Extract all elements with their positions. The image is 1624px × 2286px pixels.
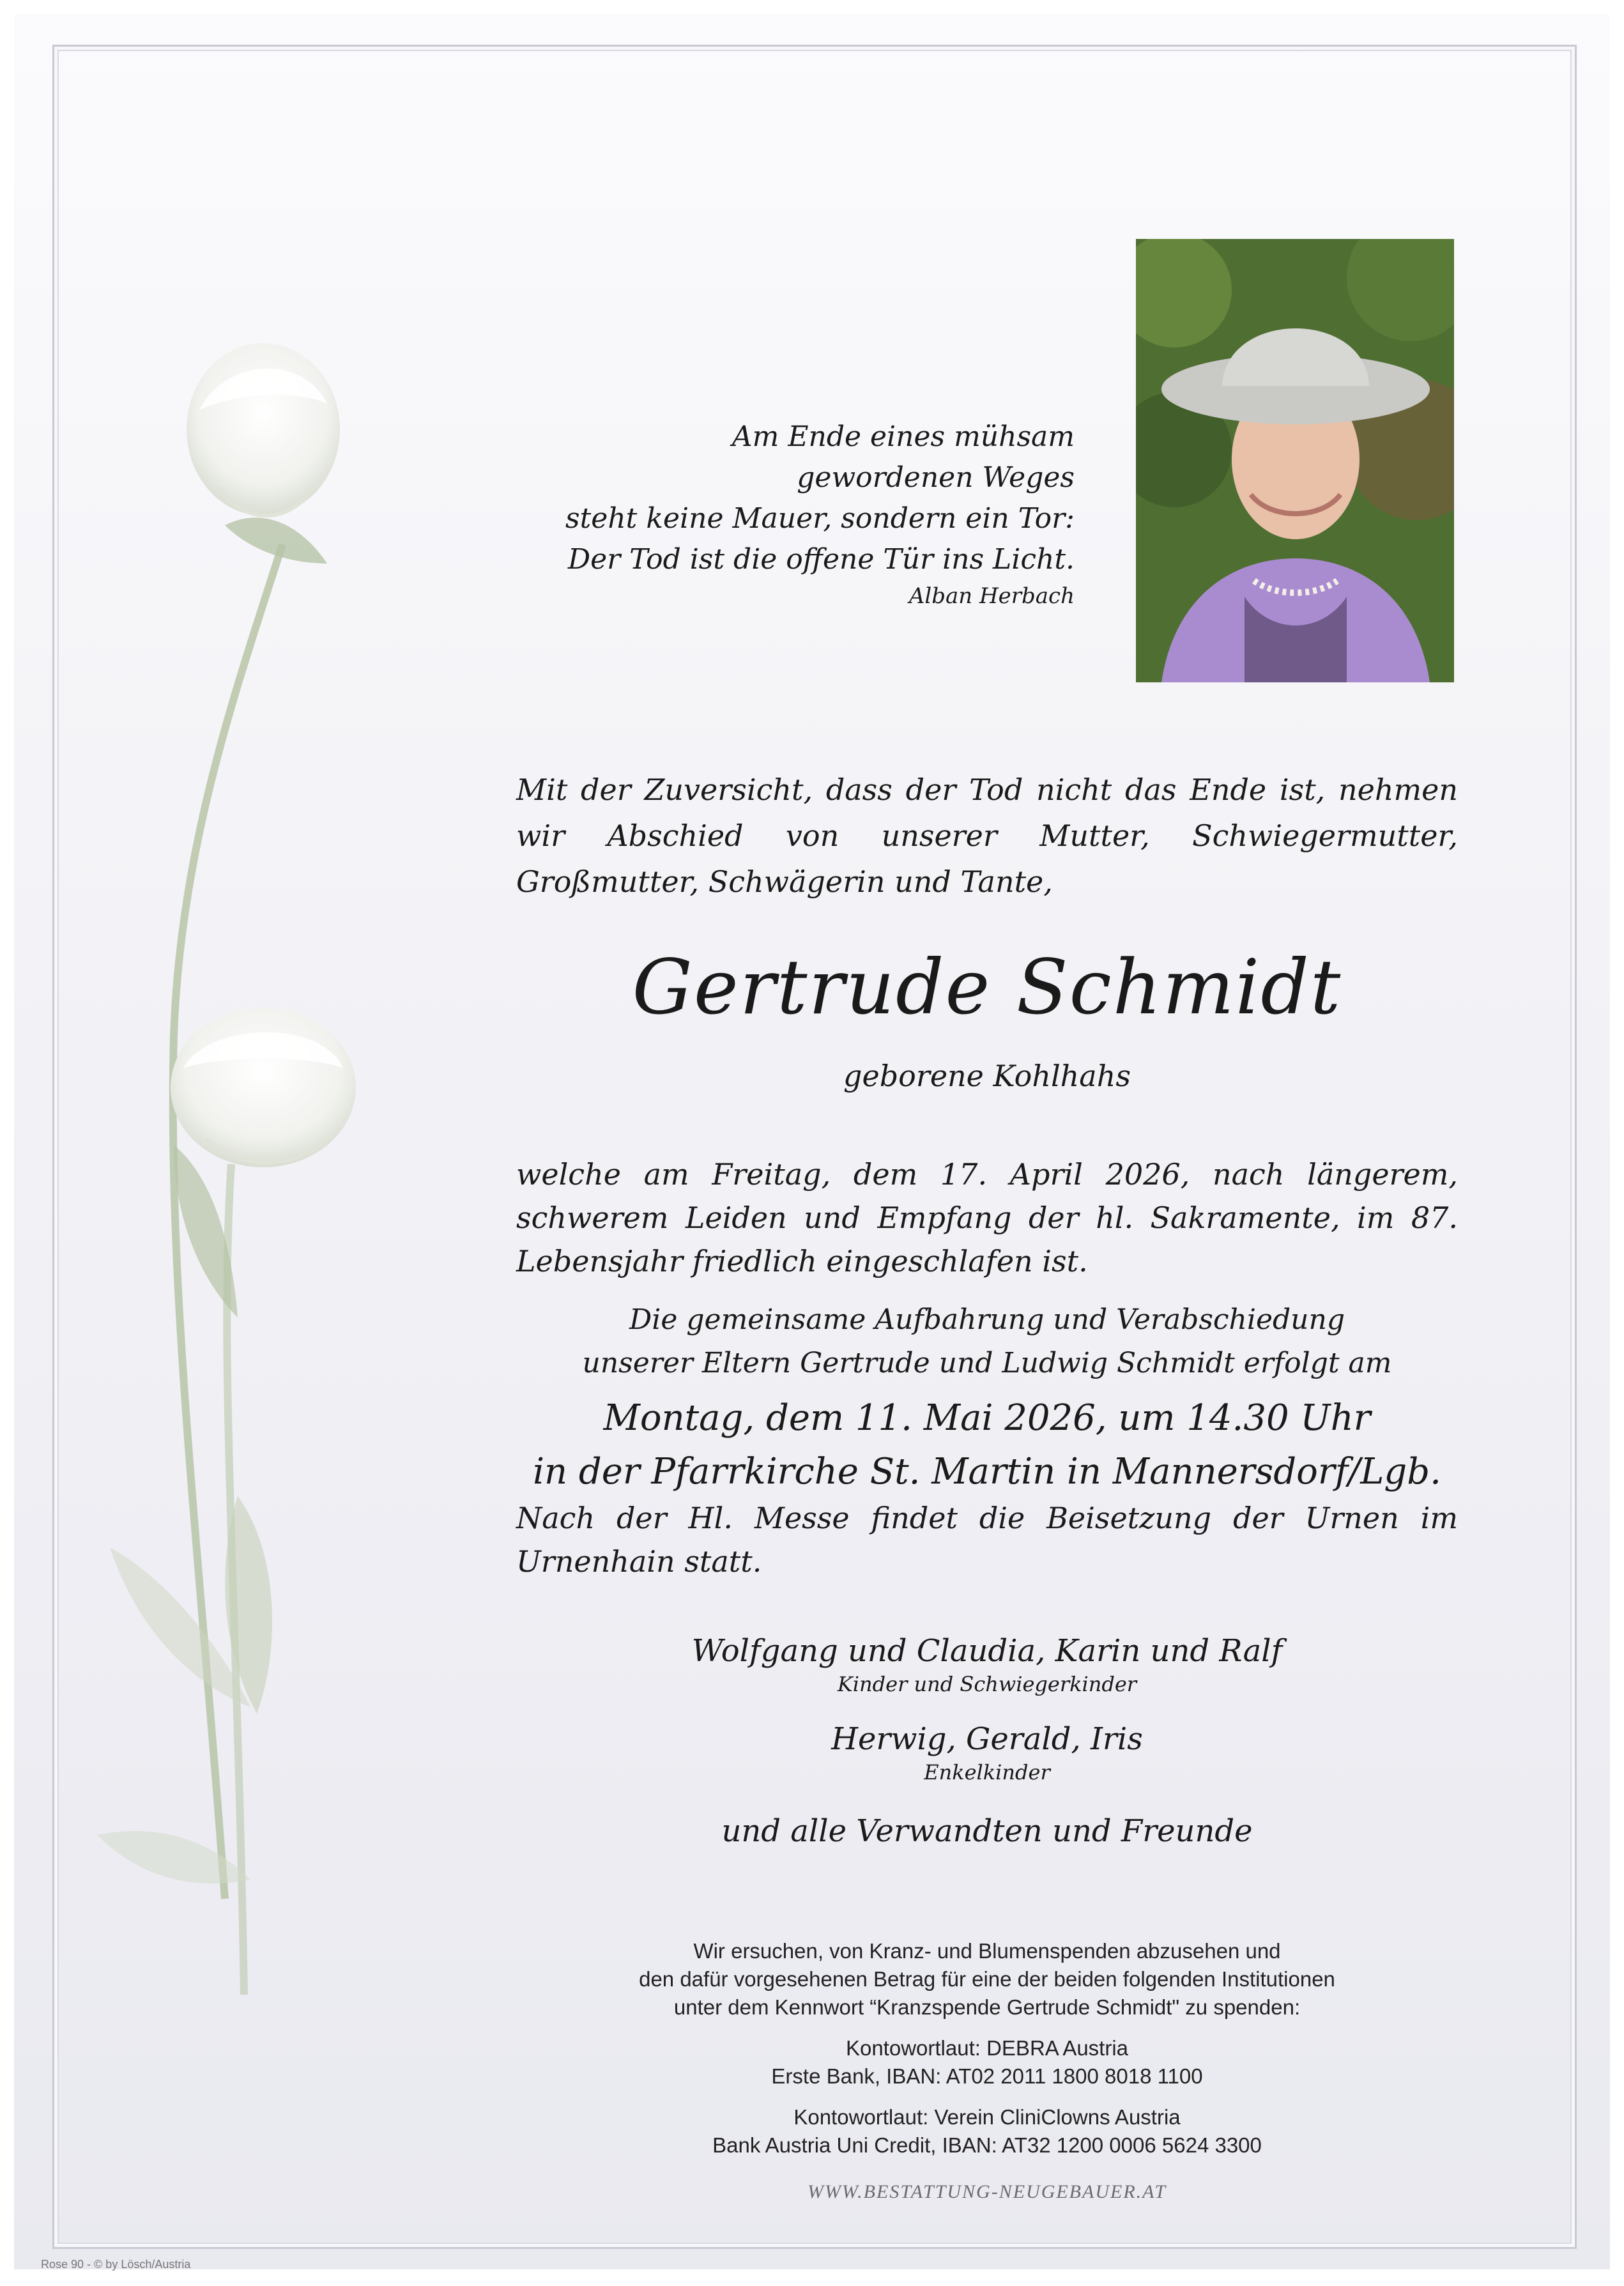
account-holder: Kontowortlaut: DEBRA Austria	[845, 2036, 1129, 2060]
death-notice-text: welche am Freitag, dem 17. April 2026, nach längerem, schwerem Leiden und Empfang der hl. Sakramente, im 87. Lebensjahr friedlich eingeschlafen ist.	[516, 1157, 1458, 1278]
mourner-group	[516, 1630, 1458, 1697]
quote-line: steht keine Mauer, sondern ein Tor:	[565, 502, 1075, 535]
account-bank: Bank Austria Uni Credit, IBAN: AT32 1200 0006 5624 3300	[712, 2133, 1262, 2157]
quote-line: Der Tod ist die offene Tür ins Licht.	[567, 543, 1075, 576]
intro-text: Mit der Zuversicht, dass der Tod nicht das Ende ist, nehmen wir Abschied von unserer Mutter, Schwiegermutter, Großmutter, Schwägerin und Tante,	[516, 772, 1458, 899]
ceremony-place: in der Pfarrkirche St. Martin in Mannersdorf/Lgb.	[533, 1451, 1441, 1492]
ceremony-line: Die gemeinsame Aufbahrung und Verabschiedung	[629, 1303, 1345, 1336]
burial-text: Nach der Hl. Messe findet die Beisetzung der Urnen im Urnenhain statt.	[516, 1501, 1458, 1579]
ceremony-details	[516, 1392, 1458, 1499]
mourner-names: Herwig, Gerald, Iris	[831, 1721, 1143, 1757]
donation-line: den dafür vorgesehenen Betrag für eine der beiden folgenden Institutionen	[639, 1967, 1335, 1991]
quote-line: gewordenen Weges	[797, 461, 1075, 494]
donation-request	[516, 1937, 1458, 2159]
account-holder: Kontowortlaut: Verein CliniClowns Austria	[793, 2105, 1181, 2129]
quote-author: Alban Herbach	[908, 583, 1075, 609]
ceremony-line: unserer Eltern Gertrude und Ludwig Schmidt erfolgt am	[582, 1347, 1392, 1379]
donation-line: Wir ersuchen, von Kranz- und Blumenspenden abzusehen und	[693, 1939, 1281, 1963]
upper-rose	[187, 343, 340, 516]
maiden-name: geborene Kohlhahs	[843, 1059, 1131, 1093]
white-roses-illustration	[72, 334, 519, 2122]
donation-account	[516, 2103, 1458, 2159]
mourners-rest: und alle Verwandten und Freunde	[721, 1813, 1253, 1849]
donation-line: unter dem Kennwort “Kranzspende Gertrude Schmidt" zu spenden:	[673, 1995, 1301, 2019]
lower-rose	[171, 1008, 356, 1167]
obituary-sheet	[14, 14, 1610, 2269]
account-bank: Erste Bank, IBAN: AT02 2011 1800 8018 1100	[771, 2064, 1203, 2088]
ceremony-date: Montag, dem 11. Mai 2026, um 14.30 Uhr	[603, 1397, 1371, 1439]
deceased-name: Gertrude Schmidt	[632, 943, 1342, 1031]
mourner-group	[516, 1719, 1458, 1785]
donation-account	[516, 2034, 1458, 2090]
mourner-relation: Enkelkinder	[924, 1760, 1050, 1784]
image-credit: Rose 90 - © by Lösch/Austria	[41, 2258, 191, 2271]
portrait-photo	[1136, 239, 1454, 682]
funeral-home-website: WWW.BESTATTUNG-NEUGEBAUER.AT	[807, 2181, 1167, 2202]
ceremony-intro	[516, 1298, 1458, 1385]
memorial-quote	[461, 417, 1075, 612]
mourner-relation: Kinder und Schwiegerkinder	[837, 1672, 1137, 1696]
mourner-names: Wolfgang und Claudia, Karin und Ralf	[691, 1633, 1283, 1669]
quote-line: Am Ende eines mühsam	[732, 420, 1075, 453]
mourners-list	[516, 1630, 1458, 1852]
